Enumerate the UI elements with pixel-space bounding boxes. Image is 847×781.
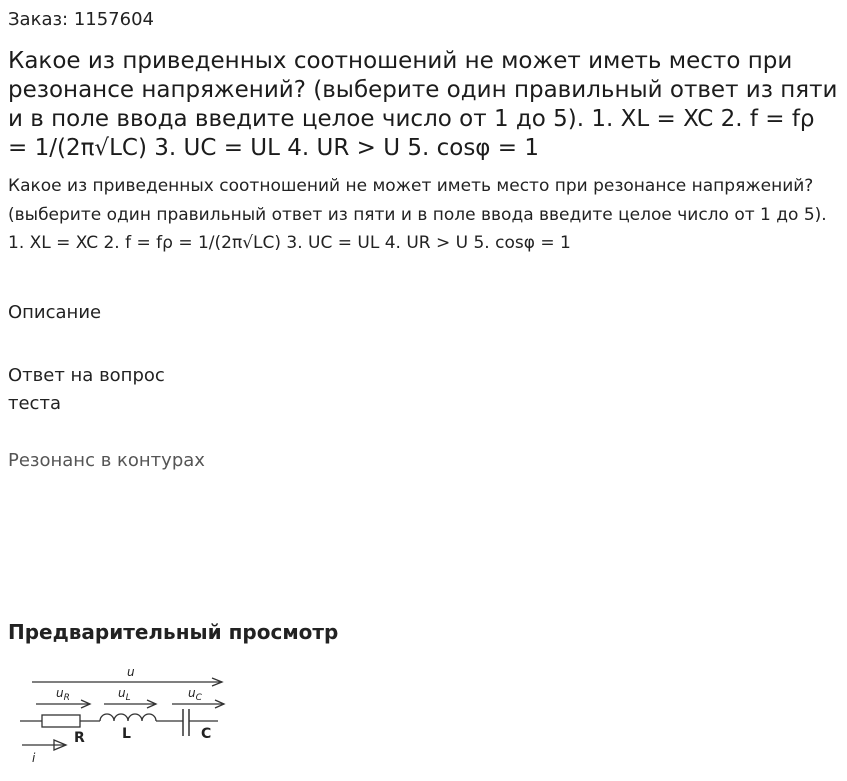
voltage-uc-label: $u_C$ [188, 686, 202, 703]
resistor-label: R [74, 730, 85, 746]
current-label: i [32, 751, 36, 765]
voltage-ur-label: $u_R$ [56, 686, 70, 703]
inductor-symbol [100, 714, 156, 721]
voltage-ul-label: $u_L$ [118, 686, 131, 703]
voltage-u-label: u [127, 665, 135, 679]
preview-title: Предварительный просмотр [8, 620, 339, 644]
answer-label: Ответ на вопрос теста [8, 365, 165, 414]
circuit-diagram-preview[interactable] [14, 660, 234, 770]
question-heading: Какое из приведенных соотношений не может иметь место при резонансе напряжений? (выберите один правильный ответ из пяти и в поле ввода введите целое число от 1 до 5). 1. XL = XC 2. f = fρ = 1/(2π√LC) 3. UC = UL 4. UR > U 5. cosφ = 1 [8, 48, 838, 161]
order-number: Заказ: 1157604 [8, 9, 154, 30]
inductor-label: L [122, 726, 131, 742]
resistor-symbol [42, 715, 80, 727]
topic-link[interactable]: Резонанс в контурах [8, 450, 205, 471]
question-body: Какое из приведенных соотношений не может иметь место при резонансе напряжений? (выберите один правильный ответ из пяти и в поле ввода введите целое число от 1 до 5). 1. XL = XC 2. f = fρ = 1/(2π√LC) 3. UC = UL 4. UR > U 5. cosφ = 1 [8, 176, 827, 253]
description-label: Описание [8, 302, 102, 323]
capacitor-label: C [201, 726, 212, 742]
